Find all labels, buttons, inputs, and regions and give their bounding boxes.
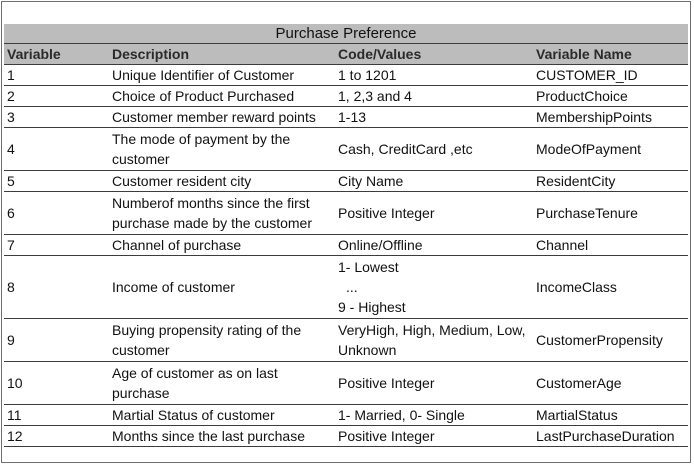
cell-code: Positive Integer: [335, 362, 533, 405]
header-row: [4, 44, 688, 65]
cell-variable: 10: [4, 362, 108, 405]
cell-code: Cash, CreditCard ,etc: [335, 128, 533, 171]
table-row: [4, 128, 688, 171]
cell-variable: 5: [4, 171, 108, 192]
code-line: ...: [346, 279, 358, 295]
table-row: [4, 256, 688, 319]
column-header-code-values: Code/Values: [335, 44, 533, 65]
cell-variable-name: CustomerPropensity: [533, 319, 688, 362]
cell-code: Positive Integer: [335, 192, 533, 235]
cell-variable-name: MembershipPoints: [533, 107, 688, 128]
cell-description: The mode of payment by the customer: [108, 128, 335, 171]
cell-variable: 3: [4, 107, 108, 128]
cell-variable-name: LastPurchaseDuration: [533, 426, 688, 447]
cell-code: City Name: [335, 171, 533, 192]
cell-variable-name: ProductChoice: [533, 86, 688, 107]
cell-description: Age of customer as on last purchase: [108, 362, 335, 405]
cell-variable: 4: [4, 128, 108, 171]
cell-variable: 11: [4, 405, 108, 426]
cell-description: Martial Status of customer: [108, 405, 335, 426]
cell-description: Buying propensity rating of the customer: [108, 319, 335, 362]
table-title: Purchase Preference: [4, 24, 688, 44]
column-header-variable-name: Variable Name: [533, 44, 688, 65]
data-dictionary-table: [4, 44, 688, 447]
table-row: [4, 235, 688, 256]
cell-variable: 1: [4, 65, 108, 86]
cell-variable-name: ResidentCity: [533, 171, 688, 192]
cell-description: Customer member reward points: [108, 107, 335, 128]
code-line: 1- Lowest: [338, 259, 399, 275]
code-line: Unknown: [338, 342, 397, 358]
table-row: [4, 192, 688, 235]
table-row: [4, 171, 688, 192]
cell-description: Income of customer: [108, 256, 335, 319]
cell-description: Months since the last purchase: [108, 426, 335, 447]
cell-description: Choice of Product Purchased: [108, 86, 335, 107]
column-header-variable: Variable: [4, 44, 108, 65]
cell-variable-name: MartialStatus: [533, 405, 688, 426]
code-line: 9 - Highest: [338, 299, 406, 315]
code-line: VeryHigh, High, Medium, Low,: [338, 322, 526, 338]
table-row: [4, 405, 688, 426]
cell-code: [335, 256, 533, 319]
cell-code: Positive Integer: [335, 426, 533, 447]
cell-variable-name: Channel: [533, 235, 688, 256]
cell-code: 1, 2,3 and 4: [335, 86, 533, 107]
cell-variable-name: IncomeClass: [533, 256, 688, 319]
table-row: [4, 319, 688, 362]
cell-code: 1 to 1201: [335, 65, 533, 86]
cell-description: Customer resident city: [108, 171, 335, 192]
cell-description: Unique Identifier of Customer: [108, 65, 335, 86]
cell-description: Channel of purchase: [108, 235, 335, 256]
cell-variable-name: CustomerAge: [533, 362, 688, 405]
cell-code: 1- Married, 0- Single: [335, 405, 533, 426]
cell-code: [335, 319, 533, 362]
cell-variable: 12: [4, 426, 108, 447]
table-row: [4, 86, 688, 107]
cell-variable: 6: [4, 192, 108, 235]
table-row: [4, 362, 688, 405]
cell-variable-name: ModeOfPayment: [533, 128, 688, 171]
table-row: [4, 65, 688, 86]
column-header-description: Description: [108, 44, 335, 65]
cell-variable: 8: [4, 256, 108, 319]
cell-code: Online/Offline: [335, 235, 533, 256]
cell-description: Numberof months since the first purchase made by the customer: [108, 192, 335, 235]
cell-variable-name: CUSTOMER_ID: [533, 65, 688, 86]
table-row: [4, 426, 688, 447]
cell-variable: 9: [4, 319, 108, 362]
table-row: [4, 107, 688, 128]
cell-code: 1-13: [335, 107, 533, 128]
cell-variable-name: PurchaseTenure: [533, 192, 688, 235]
cell-variable: 2: [4, 86, 108, 107]
cell-variable: 7: [4, 235, 108, 256]
